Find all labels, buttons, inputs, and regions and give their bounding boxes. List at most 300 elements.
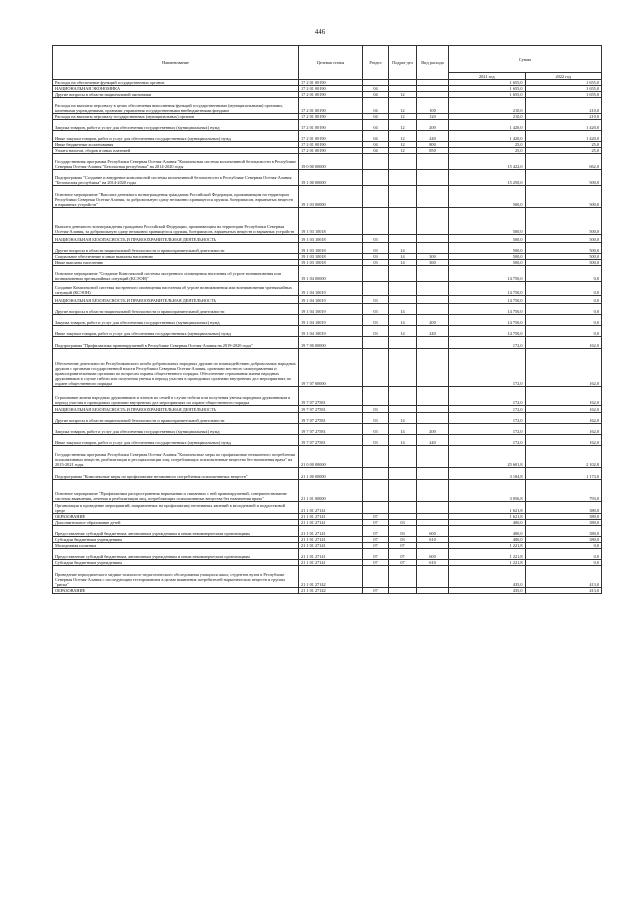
cell-name: ОБРАЗОВАНИЕ (53, 514, 299, 520)
cell-sum-2021: 172,0 (449, 424, 526, 435)
table-row (53, 435, 602, 446)
cell-sum-2022: 0,0 (525, 560, 602, 566)
header-year-2022: 2022 год (525, 73, 602, 80)
cell-subsection (389, 566, 417, 588)
cell-target-code: 21 1 01 27141 (299, 543, 363, 549)
cell-target-code: 17 2 01 00190 (299, 80, 363, 86)
cell-target-code: 19 1 00 00000 (299, 170, 363, 186)
table-row (53, 468, 602, 480)
cell-exp-type: 610 (417, 560, 449, 566)
cell-section: 04 (363, 114, 389, 120)
cell-section: 07 (363, 549, 389, 560)
cell-subsection (389, 296, 417, 304)
cell-section: 07 (363, 526, 389, 537)
cell-sum-2022: 1 655,0 (525, 80, 602, 86)
cell-sum-2022: 162,0 (525, 435, 602, 446)
cell-sum-2021: 1 621,8 (449, 514, 526, 520)
cell-section: 03 (363, 296, 389, 304)
cell-section (363, 387, 389, 406)
cell-subsection: 12 (389, 114, 417, 120)
cell-sum-2021: 400,0 (449, 537, 526, 543)
table-row (53, 413, 602, 424)
cell-exp-type (417, 502, 449, 514)
cell-name: Иные выплаты населению (53, 260, 299, 266)
cell-sum-2022: 210,0 (525, 114, 602, 120)
cell-sum-2021: 15 250,0 (449, 170, 526, 186)
cell-section: 03 (363, 413, 389, 424)
cell-exp-type: 200 (417, 424, 449, 435)
cell-target-code: 21 1 01 27141 (299, 520, 363, 526)
cell-name: Закупка товаров, работ и услуг для обеспечения государственных (муниципальных) нужд (53, 424, 299, 435)
cell-name: Другие вопросы в области национальной безопасности и правоохранительной деятельности (53, 304, 299, 315)
cell-sum-2021: 25 601,8 (449, 446, 526, 468)
header-target: Целевая статья (299, 46, 363, 80)
cell-sum-2022: 1 420,0 (525, 120, 602, 131)
cell-target-code: 21 1 01 27141 (299, 514, 363, 520)
cell-subsection (389, 170, 417, 186)
cell-sum-2021: 500,0 (449, 235, 526, 243)
cell-sum-2022: 793,0 (525, 480, 602, 502)
cell-exp-type (417, 235, 449, 243)
cell-name: Иные закупки товаров, работ и услуг для обеспечения государственных (муниципальных) нужд (53, 131, 299, 142)
cell-subsection: 07 (389, 549, 417, 560)
cell-target-code: 21 1 01 27142 (299, 588, 363, 594)
cell-sum-2021: 172,0 (449, 349, 526, 387)
cell-sum-2022: 500,0 (525, 260, 602, 266)
cell-subsection: 14 (389, 260, 417, 266)
table-row (53, 549, 602, 560)
cell-sum-2021: 500,0 (449, 186, 526, 208)
cell-target-code: 17 2 01 00190 (299, 142, 363, 148)
cell-sum-2022: 162,0 (525, 406, 602, 413)
cell-target-code: 19 1 03 10018 (299, 208, 363, 235)
cell-sum-2021: 172,0 (449, 435, 526, 446)
cell-target-code: 19 7 07 27581 (299, 413, 363, 424)
cell-exp-type: 360 (417, 260, 449, 266)
table-row (53, 406, 602, 413)
cell-subsection (389, 468, 417, 480)
table-row (53, 337, 602, 349)
cell-target-code: 19 7 07 27581 (299, 435, 363, 446)
table-header-row (53, 46, 602, 73)
cell-sum-2022: 500,0 (525, 243, 602, 254)
cell-name: Иные закупки товаров, работ и услуг для обеспечения государственных (муниципальных) нужд (53, 326, 299, 337)
table-row (53, 566, 602, 588)
cell-exp-type: 600 (417, 549, 449, 560)
cell-exp-type (417, 243, 449, 254)
cell-subsection: 14 (389, 326, 417, 337)
cell-name: Расходы на обеспечение функций государственных органов (53, 80, 299, 86)
cell-target-code: 19 1 03 10018 (299, 243, 363, 254)
cell-sum-2022: 500,0 (525, 170, 602, 186)
cell-section (363, 502, 389, 514)
cell-target-code: 19 1 03 10018 (299, 254, 363, 260)
table-row (53, 208, 602, 235)
cell-name: Выплата денежного вознаграждения гражданам Российской Федерации, проживающим на территории Республики Северная Осетия-Алания, за добровольную сдачу незаконно хранящегося оружия, боеприпасов, взрывчатых веществ и взрывных устройств (53, 208, 299, 235)
table-row (53, 296, 602, 304)
cell-subsection: 03 (389, 526, 417, 537)
header-exp-type: Вид расхода (417, 46, 449, 80)
cell-sum-2021: 14 750,0 (449, 304, 526, 315)
cell-sum-2021: 14 750,0 (449, 326, 526, 337)
cell-sum-2021: 3 184,8 (449, 468, 526, 480)
cell-name: Основное мероприятие "Создание Комплексной системы экстренного оповещения населения об угрозе возникновения или возникновении чрезвычайных ситуаций (КСЭОН)" (53, 266, 299, 282)
cell-target-code: 21 1 01 27141 (299, 502, 363, 514)
cell-subsection: 07 (389, 543, 417, 549)
cell-sum-2022: 25,0 (525, 142, 602, 148)
cell-name: Подпрограмма "Создание и внедрение комплексной системы коллективной безопасности в Республике Северная Осетия-Алания "Безопасная республика" на 2014-2020 годы (53, 170, 299, 186)
cell-section (363, 282, 389, 296)
cell-sum-2021: 500,0 (449, 243, 526, 254)
cell-sum-2022: 380,0 (525, 514, 602, 520)
page-number: 446 (314, 28, 326, 36)
cell-sum-2021: 1 655,0 (449, 92, 526, 98)
table-row (53, 170, 602, 186)
cell-sum-2021: 210,0 (449, 114, 526, 120)
cell-sum-2022: 0,0 (525, 304, 602, 315)
cell-sum-2022: 413,0 (525, 588, 602, 594)
cell-section: 03 (363, 406, 389, 413)
cell-exp-type: 800 (417, 142, 449, 148)
table-row (53, 326, 602, 337)
cell-exp-type: 300 (417, 254, 449, 260)
cell-name: Государственная программа Республики Северная Осетия-Алания "Комплексная система коллективной безопасности в Республике Северная Осетия-Алания "Безопасная республика" на 2014-2020 годы (53, 154, 299, 170)
table-row (53, 282, 602, 296)
cell-exp-type: 240 (417, 131, 449, 142)
cell-target-code: 21 1 00 00000 (299, 468, 363, 480)
cell-exp-type (417, 588, 449, 594)
cell-name: Расходы на выплаты персоналу в целях обеспечения выполнения функций государственными (муниципальными) органами, казенными учреждениями, органами управления государственными внебюджетными фондами (53, 98, 299, 114)
cell-target-code: 19 1 04 10019 (299, 304, 363, 315)
cell-sum-2021: 15 422,0 (449, 154, 526, 170)
cell-exp-type (417, 387, 449, 406)
cell-section (363, 208, 389, 235)
cell-section: 03 (363, 315, 389, 326)
cell-name: Субсидии бюджетным учреждениям (53, 560, 299, 566)
cell-section (363, 480, 389, 502)
cell-subsection: 14 (389, 243, 417, 254)
cell-subsection: 07 (389, 560, 417, 566)
cell-name: Страхование жизни народных дружинников и членов их семей в случае гибели или получения увечья народным дружинником в период участия в проводимых органами внутренних дел мероприятиях по охране общественного порядка (53, 387, 299, 406)
cell-name: Молодежная политика (53, 543, 299, 549)
cell-subsection: 12 (389, 120, 417, 131)
cell-name: Обеспечение деятельности Республиканского штаба добровольных народных дружин по взаимодействию добровольных народных дружин с органами государственной власти Республики Северная Осетия-Алания, органами местного самоуправления и правоохранительными органами по вопросам охраны общественного порядка. Обеспечение страхования жизни народных дружинников в случае гибели или получения увечья в период участия в проводимых органами внутренних дел мероприятиях по охране общественного порядка (53, 349, 299, 387)
cell-name: Другие вопросы в области национальной безопасности и правоохранительной деятельности (53, 413, 299, 424)
cell-name: Иные бюджетные ассигнования (53, 142, 299, 148)
cell-name: Закупка товаров, работ и услуг для обеспечения государственных (муниципальных) нужд (53, 315, 299, 326)
cell-exp-type (417, 406, 449, 413)
cell-sum-2021: 172,0 (449, 406, 526, 413)
table-row (53, 120, 602, 131)
cell-section: 04 (363, 92, 389, 98)
cell-section: 07 (363, 537, 389, 543)
cell-subsection (389, 282, 417, 296)
cell-sum-2022: 210,0 (525, 98, 602, 114)
cell-section: 03 (363, 235, 389, 243)
table-row (53, 98, 602, 114)
cell-target-code: 21 1 01 27141 (299, 526, 363, 537)
table-body (53, 80, 602, 594)
table-row (53, 186, 602, 208)
cell-sum-2021: 25,0 (449, 142, 526, 148)
cell-section (363, 566, 389, 588)
cell-exp-type (417, 296, 449, 304)
cell-subsection: 12 (389, 131, 417, 142)
cell-target-code: 21 1 01 00000 (299, 480, 363, 502)
cell-sum-2021: 500,0 (449, 208, 526, 235)
cell-target-code: 17 2 01 00190 (299, 86, 363, 92)
cell-exp-type (417, 208, 449, 235)
cell-subsection: 14 (389, 413, 417, 424)
cell-target-code: 19 7 00 00000 (299, 337, 363, 349)
cell-subsection: 14 (389, 304, 417, 315)
cell-sum-2021: 1 621,8 (449, 502, 526, 514)
cell-subsection (389, 337, 417, 349)
cell-sum-2022: 0,0 (525, 296, 602, 304)
cell-sum-2022: 662,0 (525, 154, 602, 170)
cell-exp-type (417, 413, 449, 424)
table-row (53, 235, 602, 243)
cell-subsection: 14 (389, 435, 417, 446)
header-section: Раздел (363, 46, 389, 80)
cell-sum-2021: 1 420,0 (449, 131, 526, 142)
cell-section: 04 (363, 148, 389, 154)
cell-section (363, 337, 389, 349)
cell-exp-type: 240 (417, 435, 449, 446)
cell-exp-type: 120 (417, 114, 449, 120)
cell-section: 04 (363, 98, 389, 114)
cell-subsection: 14 (389, 424, 417, 435)
cell-sum-2021: 172,0 (449, 387, 526, 406)
cell-sum-2021: 435,0 (449, 566, 526, 588)
table-row (53, 349, 602, 387)
cell-sum-2022: 162,0 (525, 413, 602, 424)
cell-name: Основное мероприятие "Профилактика распространения наркомании и связанных с ней правонарушений, совершенствование системы выявления, лечения и реабилитации лиц, потребляющих психоактивные вещества без назначения врача" (53, 480, 299, 502)
cell-subsection: 12 (389, 98, 417, 114)
cell-subsection (389, 588, 417, 594)
cell-subsection: 14 (389, 315, 417, 326)
cell-name: Социальное обеспечение и иные выплаты населению (53, 254, 299, 260)
cell-sum-2022: 1 655,0 (525, 86, 602, 92)
cell-sum-2021: 25,0 (449, 148, 526, 154)
cell-section: 07 (363, 543, 389, 549)
cell-sum-2021: 400,0 (449, 526, 526, 537)
cell-target-code: 19 7 07 27581 (299, 424, 363, 435)
cell-target-code: 21 1 01 27141 (299, 537, 363, 543)
cell-name: Расходы на выплаты персоналу государственных (муниципальных) органов (53, 114, 299, 120)
cell-name: Основное мероприятие "Выплата денежного вознаграждения гражданам Российской Федерации, проживающим на территории Республики Северная Осетия-Алания, за добровольную сдачу незаконно хранящегося оружия, боеприпасов, взрывчатых веществ и взрывных устройств" (53, 186, 299, 208)
cell-target-code: 19 1 04 00000 (299, 266, 363, 282)
cell-name: Другие вопросы в области национальной экономики (53, 92, 299, 98)
cell-section (363, 186, 389, 208)
cell-section: 04 (363, 131, 389, 142)
cell-sum-2021: 14 750,0 (449, 282, 526, 296)
cell-target-code: 19 1 03 10018 (299, 260, 363, 266)
cell-target-code: 17 2 01 00190 (299, 92, 363, 98)
cell-target-code: 21 1 01 27142 (299, 566, 363, 588)
cell-sum-2022: 1 173,0 (525, 468, 602, 480)
cell-sum-2022: 380,0 (525, 502, 602, 514)
cell-sum-2022: 380,0 (525, 537, 602, 543)
cell-sum-2021: 400,0 (449, 520, 526, 526)
cell-sum-2021: 14 750,0 (449, 266, 526, 282)
table-row (53, 480, 602, 502)
cell-sum-2021: 500,0 (449, 260, 526, 266)
cell-subsection: 03 (389, 520, 417, 526)
cell-sum-2022: 1 655,0 (525, 92, 602, 98)
cell-sum-2022: 1 420,0 (525, 131, 602, 142)
cell-subsection: 14 (389, 254, 417, 260)
table-row (53, 243, 602, 254)
table-row (53, 304, 602, 315)
cell-sum-2021: 172,0 (449, 337, 526, 349)
cell-name: НАЦИОНАЛЬНАЯ БЕЗОПАСНОСТЬ И ПРАВООХРАНИТЕЛЬНАЯ ДЕЯТЕЛЬНОСТЬ (53, 296, 299, 304)
cell-subsection: 12 (389, 92, 417, 98)
cell-name: Субсидии бюджетным учреждениям (53, 537, 299, 543)
cell-subsection (389, 387, 417, 406)
cell-exp-type (417, 446, 449, 468)
cell-target-code: 17 2 01 00190 (299, 114, 363, 120)
cell-sum-2021: 172,0 (449, 413, 526, 424)
header-sum: Сумма (449, 46, 602, 73)
cell-exp-type: 600 (417, 526, 449, 537)
cell-sum-2021: 1 221,8 (449, 560, 526, 566)
cell-name: НАЦИОНАЛЬНАЯ ЭКОНОМИКА (53, 86, 299, 92)
cell-name: Подпрограмма "Профилактика правонарушений в Республике Северная Осетия-Алания на 2019-2020 годы" (53, 337, 299, 349)
cell-target-code: 19 0 00 00000 (299, 154, 363, 170)
cell-exp-type: 100 (417, 98, 449, 114)
table-row (53, 266, 602, 282)
header-year-2021: 2021 год (449, 73, 526, 80)
cell-target-code: 17 2 01 00190 (299, 120, 363, 131)
cell-target-code: 19 1 03 10018 (299, 235, 363, 243)
cell-subsection (389, 446, 417, 468)
cell-exp-type (417, 304, 449, 315)
cell-subsection (389, 235, 417, 243)
cell-exp-type (417, 186, 449, 208)
table-row (53, 502, 602, 514)
cell-section (363, 349, 389, 387)
cell-name: Дополнительное образование детей (53, 520, 299, 526)
cell-section: 03 (363, 424, 389, 435)
table-row (53, 526, 602, 537)
cell-subsection: 12 (389, 142, 417, 148)
cell-subsection (389, 480, 417, 502)
cell-target-code: 17 2 01 00190 (299, 98, 363, 114)
cell-sum-2022: 162,0 (525, 387, 602, 406)
cell-target-code: 19 7 07 27581 (299, 406, 363, 413)
table-row (53, 131, 602, 142)
cell-target-code: 21 1 01 27141 (299, 549, 363, 560)
cell-sum-2022: 0,0 (525, 549, 602, 560)
table-row (53, 154, 602, 170)
cell-sum-2021: 1 221,8 (449, 543, 526, 549)
cell-name: НАЦИОНАЛЬНАЯ БЕЗОПАСНОСТЬ И ПРАВООХРАНИТЕЛЬНАЯ ДЕЯТЕЛЬНОСТЬ (53, 406, 299, 413)
cell-target-code: 19 7 07 00000 (299, 349, 363, 387)
cell-section (363, 266, 389, 282)
cell-sum-2022: 500,0 (525, 254, 602, 260)
cell-sum-2022: 2 102,8 (525, 446, 602, 468)
cell-sum-2022: 500,0 (525, 186, 602, 208)
cell-sum-2022: 0,0 (525, 282, 602, 296)
cell-exp-type: 850 (417, 148, 449, 154)
cell-subsection: 12 (389, 148, 417, 154)
cell-section: 07 (363, 514, 389, 520)
cell-target-code: 19 1 03 00000 (299, 186, 363, 208)
cell-name: Предоставление субсидий бюджетным, автономным учреждениям и иным некоммерческим организациям (53, 526, 299, 537)
cell-exp-type (417, 154, 449, 170)
cell-sum-2022: 25,0 (525, 148, 602, 154)
cell-subsection (389, 502, 417, 514)
cell-sum-2022: 500,0 (525, 208, 602, 235)
cell-target-code: 19 7 07 27581 (299, 387, 363, 406)
cell-subsection: 03 (389, 537, 417, 543)
cell-name: НАЦИОНАЛЬНАЯ БЕЗОПАСНОСТЬ И ПРАВООХРАНИТЕЛЬНАЯ ДЕЯТЕЛЬНОСТЬ (53, 235, 299, 243)
cell-target-code: 17 2 01 00190 (299, 148, 363, 154)
cell-subsection (389, 406, 417, 413)
cell-sum-2021: 435,0 (449, 588, 526, 594)
cell-name: Другие вопросы в области национальной безопасности и правоохранительной деятельности (53, 243, 299, 254)
cell-subsection (389, 266, 417, 282)
cell-sum-2021: 3 056,8 (449, 480, 526, 502)
cell-name: Организация и проведение мероприятий, направленных на профилактику негативных явлений в молодежной и подростковой среде (53, 502, 299, 514)
cell-exp-type (417, 349, 449, 387)
cell-section: 03 (363, 326, 389, 337)
cell-section (363, 468, 389, 480)
cell-target-code: 19 1 04 10019 (299, 296, 363, 304)
header-name: Наименование (53, 46, 299, 80)
cell-exp-type (417, 468, 449, 480)
cell-exp-type (417, 282, 449, 296)
cell-section: 03 (363, 260, 389, 266)
cell-subsection (389, 349, 417, 387)
table-row (53, 424, 602, 435)
cell-target-code: 19 1 04 10019 (299, 282, 363, 296)
cell-name: Уплата налогов, сборов и иных платежей (53, 148, 299, 154)
cell-section: 04 (363, 120, 389, 131)
table-row (53, 387, 602, 406)
cell-sum-2022: 0,0 (525, 266, 602, 282)
cell-subsection (389, 154, 417, 170)
cell-name: Создание Комплексной системы экстренного оповещения населения об угрозе возникновения или возникновении чрезвычайных ситуаций (КСЭОН) (53, 282, 299, 296)
cell-section (363, 170, 389, 186)
header-subsection: Подраз-дел (389, 46, 417, 80)
cell-sum-2021: 1 655,0 (449, 86, 526, 92)
cell-section: 07 (363, 560, 389, 566)
cell-section: 03 (363, 304, 389, 315)
cell-section: 07 (363, 588, 389, 594)
cell-sum-2022: 162,0 (525, 349, 602, 387)
cell-section: 07 (363, 520, 389, 526)
cell-sum-2022: 380,0 (525, 520, 602, 526)
cell-section (363, 446, 389, 468)
cell-sum-2022: 0,0 (525, 543, 602, 549)
cell-exp-type (417, 170, 449, 186)
cell-sum-2022: 162,0 (525, 424, 602, 435)
cell-section: 03 (363, 254, 389, 260)
table-row (53, 315, 602, 326)
table-row (53, 588, 602, 594)
cell-exp-type: 200 (417, 120, 449, 131)
cell-target-code: 21 1 01 27141 (299, 560, 363, 566)
cell-exp-type: 610 (417, 537, 449, 543)
cell-exp-type: 240 (417, 326, 449, 337)
cell-name: ОБРАЗОВАНИЕ (53, 588, 299, 594)
cell-name: Подпрограмма "Комплексные меры по профилактике незаконного потребления психоактивных веществ" (53, 468, 299, 480)
cell-section: 03 (363, 243, 389, 254)
cell-sum-2021: 1 420,0 (449, 120, 526, 131)
cell-sum-2022: 413,0 (525, 566, 602, 588)
